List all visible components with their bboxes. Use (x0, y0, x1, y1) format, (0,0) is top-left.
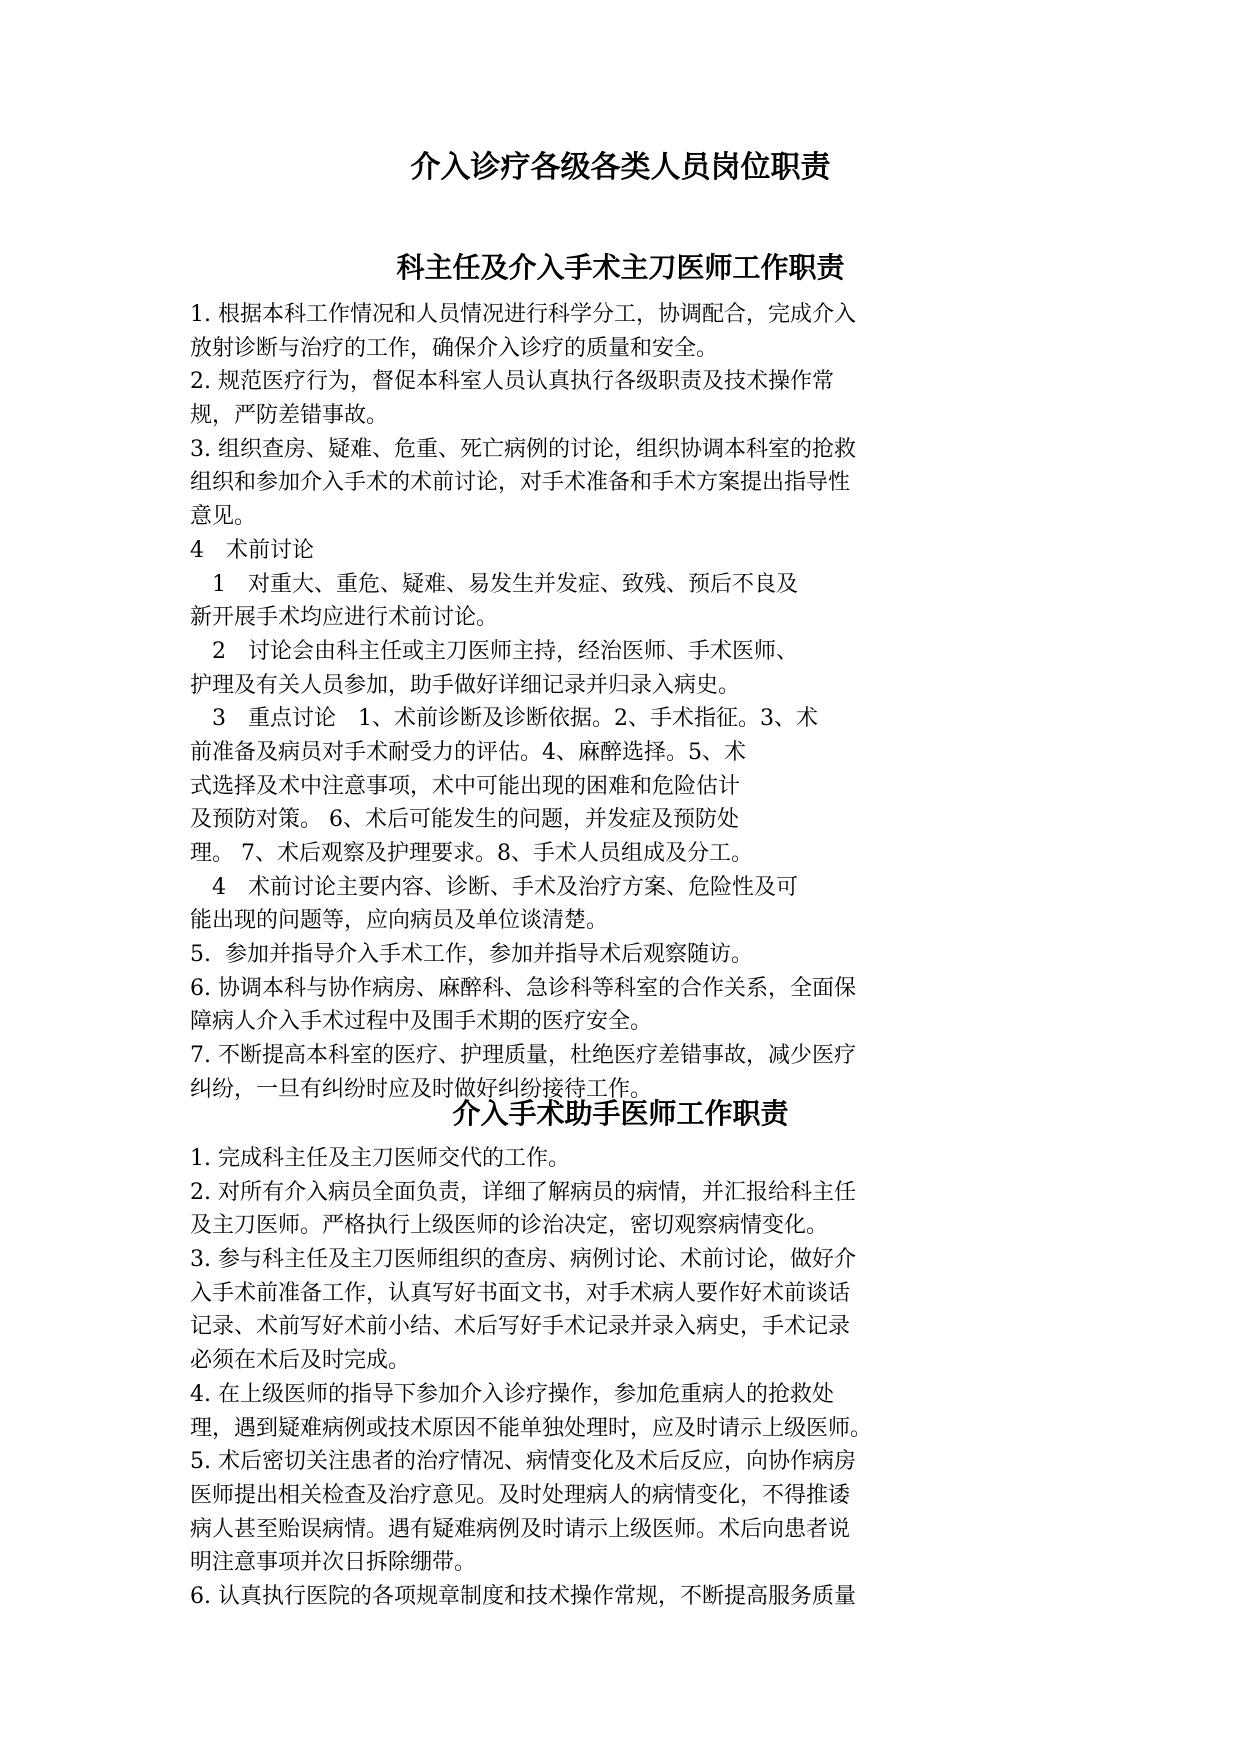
text-line: 理，遇到疑难病例或技术原因不能单独处理时，应及时请示上级医师。 (190, 1415, 873, 1441)
text-line: 及主刀医师。严格执行上级医师的诊治决定，密切观察病情变化。 (190, 1213, 829, 1239)
text-line: 入手术前准备工作，认真写好书面文书，对手术病人要作好术前谈话 (190, 1280, 851, 1306)
section-title-assistant: 介入手术助手医师工作职责 (452, 1097, 789, 1130)
text-line: 4 术前讨论 (190, 537, 314, 563)
text-line: 必须在术后及时完成。 (190, 1348, 411, 1374)
text-line: 6. 协调本科与协作病房、麻醉科、急诊科等科室的合作关系，全面保 (190, 975, 856, 1001)
text-line: 能出现的问题等，应向病员及单位谈清楚。 (190, 908, 609, 934)
text-line: 6. 认真执行医院的各项规章制度和技术操作常规，不断提高服务质量 (190, 1583, 856, 1609)
text-line: 2. 规范医疗行为，督促本科室人员认真执行各级职责及技术操作常 (190, 369, 834, 395)
text-line: 7. 不断提高本科室的医疗、护理质量，杜绝医疗差错事故，减少医疗 (190, 1043, 856, 1069)
text-line: 意见。 (190, 504, 257, 530)
text-line: 理。 7、术后观察及护理要求。8、手术人员组成及分工。 (190, 841, 753, 866)
text-line: 4 术前讨论主要内容、诊断、手术及治疗方案、危险性及可 (190, 874, 798, 900)
text-line: 式选择及术中注意事项，术中可能出现的困难和危险估计 (190, 773, 741, 799)
section-body-assistant (190, 1142, 970, 1614)
text-line: 及预防对策。 6、术后可能发生的问题，并发症及预防处 (190, 807, 739, 833)
text-line: 纠纷，一旦有纠纷时应及时做好纠纷接待工作。 (190, 1076, 653, 1102)
text-line: 1. 根据本科工作情况和人员情况进行科学分工，协调配合，完成介入 (190, 302, 856, 327)
text-line: 1. 完成科主任及主刀医师交代的工作。 (190, 1146, 570, 1171)
text-line: 3 重点讨论 1、术前诊断及诊断依据。2、手术指征。3、术 (190, 706, 818, 732)
document-title: 介入诊疗各级各类人员岗位职责 (410, 150, 831, 185)
text-line: 规，严防差错事故。 (190, 403, 389, 429)
text-line: 5. 术后密切关注患者的治疗情况、病情变化及术后反应，向协作病房 (190, 1449, 856, 1475)
section-body-director (190, 298, 970, 1107)
text-line: 医师提出相关检查及治疗意见。及时处理病人的病情变化，不得推诿 (190, 1482, 851, 1508)
text-line: 3. 组织查房、疑难、危重、死亡病例的讨论，组织协调本科室的抢救 (190, 436, 856, 462)
text-line: 3. 参与科主任及主刀医师组织的查房、病例讨论、术前讨论，做好介 (190, 1247, 856, 1273)
section-title-director: 科主任及介入手术主刀医师工作职责 (396, 251, 845, 284)
text-line: 放射诊断与治疗的工作，确保介入诊疗的质量和安全。 (190, 335, 719, 361)
text-line: 组织和参加介入手术的术前讨论，对手术准备和手术方案提出指导性 (190, 470, 851, 496)
text-line: 明注意事项并次日拆除绷带。 (190, 1550, 477, 1576)
text-line: 新开展手术均应进行术前讨论。 (190, 605, 499, 631)
text-line: 护理及有关人员参加，助手做好详细记录并归录入病史。 (190, 672, 741, 698)
text-line: 1 对重大、重危、疑难、易发生并发症、致残、预后不良及 (190, 571, 798, 597)
text-line: 5. 参加并指导介入手术工作，参加并指导术后观察随访。 (190, 942, 753, 968)
text-line: 2 讨论会由科主任或主刀医师主持，经治医师、手术医师、 (190, 638, 798, 664)
text-line: 4. 在上级医师的指导下参加介入诊疗操作，参加危重病人的抢救处 (190, 1381, 834, 1407)
text-line: 病人甚至贻误病情。遇有疑难病例及时请示上级医师。术后向患者说 (190, 1516, 851, 1542)
text-line: 前准备及病员对手术耐受力的评估。4、麻醉选择。5、术 (190, 739, 746, 765)
text-line: 障病人介入手术过程中及围手术期的医疗安全。 (190, 1009, 653, 1035)
text-line: 记录、术前写好术前小结、术后写好手术记录并录入病史，手术记录 (190, 1314, 851, 1340)
text-line: 2. 对所有介入病员全面负责，详细了解病员的病情，并汇报给科主任 (190, 1179, 856, 1205)
